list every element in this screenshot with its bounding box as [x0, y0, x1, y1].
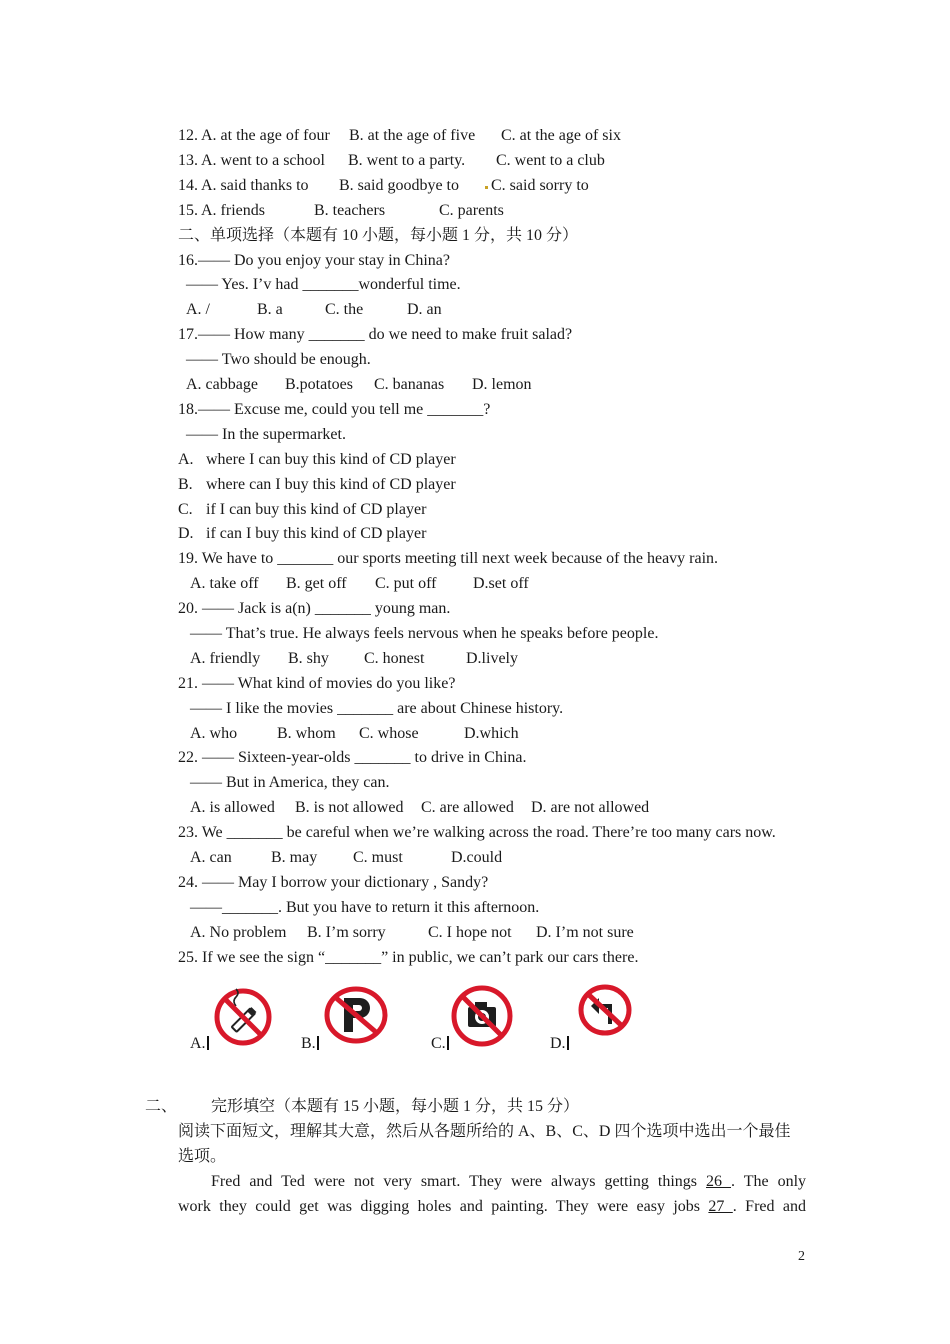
q18-option-c-text: if I can buy this kind of CD player: [206, 501, 427, 518]
q13-option-c: C. went to a club: [496, 152, 605, 169]
section3-number: 二、: [145, 1098, 178, 1115]
section2-heading: 二、单项选择（本题有 10 小题，每小题 1 分，共 10 分）: [178, 227, 579, 244]
q12-option-c: C. at the age of six: [501, 127, 621, 144]
blank-26: 26: [706, 1173, 731, 1190]
q21-question: 21. —— What kind of movies do you like?: [178, 675, 456, 692]
q18-option-b-text: where can I buy this kind of CD player: [206, 476, 456, 493]
q14-option-c: [485, 176, 589, 196]
q23-option-c: C. must: [353, 849, 403, 866]
q18-option-c-label: C.: [178, 501, 193, 518]
no-left-turn-icon: [578, 984, 632, 1036]
q13-option-a: A. went to a school: [201, 152, 325, 169]
q20-option-a: A. friendly: [190, 650, 261, 667]
q19-option-c: C. put off: [375, 575, 437, 592]
q15-option-b: B. teachers: [314, 202, 386, 219]
q23-question: 23. We _______ be careful when we’re walking across the road. There’re too many cars now.: [178, 824, 776, 841]
q14-option-c-text: C. said sorry to: [491, 177, 589, 194]
q18-option-b-label: B.: [178, 476, 193, 493]
q22-option-c: C. are allowed: [421, 799, 514, 816]
q24-question: 24. —— May I borrow your dictionary , Sandy?: [178, 874, 489, 891]
q16-response: —— Yes. I’v had _______wonderful time.: [186, 276, 461, 293]
q17-response: —— Two should be enough.: [186, 351, 371, 368]
q24-option-a: A. No problem: [190, 924, 287, 941]
q17-option-a: A. cabbage: [186, 376, 258, 393]
q18-option-d-label: D.: [178, 525, 194, 542]
q18-option-a-text: where I can buy this kind of CD player: [206, 451, 456, 468]
q21-option-b: B. whom: [277, 725, 336, 742]
q14-option-b: B. said goodbye to: [339, 177, 459, 194]
passage-line-2: work they could get was digging holes and painting. They were easy jobs 27 . Fred and: [178, 1198, 806, 1215]
q13-num: 13.: [178, 152, 198, 169]
q18-response: —— In the supermarket.: [186, 426, 346, 443]
q21-response: —— I like the movies _______ are about Chinese history.: [190, 700, 564, 717]
q12-option-a: A. at the age of four: [201, 127, 330, 144]
q20-question: 20. —— Jack is a(n) _______ young man.: [178, 600, 451, 617]
q18-option-a-label: A.: [178, 451, 194, 468]
q21-option-c: C. whose: [359, 725, 419, 742]
q22-option-b: B. is not allowed: [295, 799, 404, 816]
q22-option-d: D. are not allowed: [531, 799, 650, 816]
q22-response: —— But in America, they can.: [190, 774, 390, 791]
q19-option-d: D.set off: [473, 575, 529, 592]
q14-option-a: A. said thanks to: [201, 177, 309, 194]
q19-question: 19. We have to _______ our sports meeting till next week because of the heavy rain.: [178, 550, 719, 567]
q17-option-c: C. bananas: [374, 376, 445, 393]
q20-response: —— That’s true. He always feels nervous when he speaks before people.: [190, 625, 659, 642]
sign-label-a: A.: [190, 1034, 209, 1054]
q16-option-c: C. the: [325, 301, 364, 318]
q18-question: 18.—— Excuse me, could you tell me _______?: [178, 401, 491, 418]
q21-option-a: A. who: [190, 725, 238, 742]
q24-option-b: B. I’m sorry: [307, 924, 386, 941]
section3-instructions-cont: 选项。: [178, 1148, 227, 1165]
q21-option-d: D.which: [464, 725, 519, 742]
q20-option-c: C. honest: [364, 650, 425, 667]
no-smoking-icon: [214, 988, 272, 1046]
q13-option-b: B. went to a party.: [348, 152, 466, 169]
q15-option-c: C. parents: [439, 202, 504, 219]
q25-question: 25. If we see the sign “_______” in public, we can’t park our cars there.: [178, 949, 639, 966]
no-photography-icon: [451, 985, 513, 1047]
q16-option-a: A. /: [186, 301, 210, 318]
q22-option-a: A. is allowed: [190, 799, 275, 816]
page-number: 2: [798, 1249, 805, 1264]
q19-option-b: B. get off: [286, 575, 347, 592]
section3-instructions: 阅读下面短文，理解其大意，然后从各题所给的 A、B、C、D 四个选项中选出一个最佳: [178, 1123, 791, 1140]
blank-27: 27: [708, 1198, 733, 1215]
q23-option-d: D.could: [451, 849, 503, 866]
q22-question: 22. —— Sixteen-year-olds _______ to drive in China.: [178, 749, 527, 766]
passage-line-1: Fred and Ted were not very smart. They were always getting things 26 . The only: [211, 1173, 807, 1190]
q23-option-a: A. can: [190, 849, 232, 866]
q15-option-a: A. friends: [201, 202, 265, 219]
q18-option-d-text: if can I buy this kind of CD player: [206, 525, 427, 542]
q12-option-b: B. at the age of five: [349, 127, 476, 144]
q14-num: 14.: [178, 177, 198, 194]
q15-num: 15.: [178, 202, 198, 219]
sign-label-c: C.: [431, 1034, 449, 1054]
q24-option-c: C. I hope not: [428, 924, 512, 941]
stray-mark: [485, 186, 488, 189]
sign-label-d: D.: [550, 1034, 569, 1054]
q12-num: 12.: [178, 127, 198, 144]
no-parking-icon: [324, 986, 388, 1044]
q24-response: ——_______. But you have to return it this afternoon.: [190, 899, 540, 916]
q16-option-d: D. an: [407, 301, 442, 318]
q17-question: 17.—— How many _______ do we need to make fruit salad?: [178, 326, 573, 343]
section3-title: 完形填空（本题有 15 小题，每小题 1 分，共 15 分）: [211, 1098, 580, 1115]
q16-option-b: B. a: [257, 301, 283, 318]
q19-option-a: A. take off: [190, 575, 259, 592]
q16-question: 16.—— Do you enjoy your stay in China?: [178, 252, 450, 269]
q24-option-d: D. I’m not sure: [536, 924, 634, 941]
q17-option-d: D. lemon: [472, 376, 532, 393]
q17-option-b: B.potatoes: [285, 376, 353, 393]
q20-option-b: B. shy: [288, 650, 329, 667]
q20-option-d: D.lively: [466, 650, 518, 667]
q23-option-b: B. may: [271, 849, 318, 866]
sign-label-b: B.: [301, 1034, 319, 1054]
